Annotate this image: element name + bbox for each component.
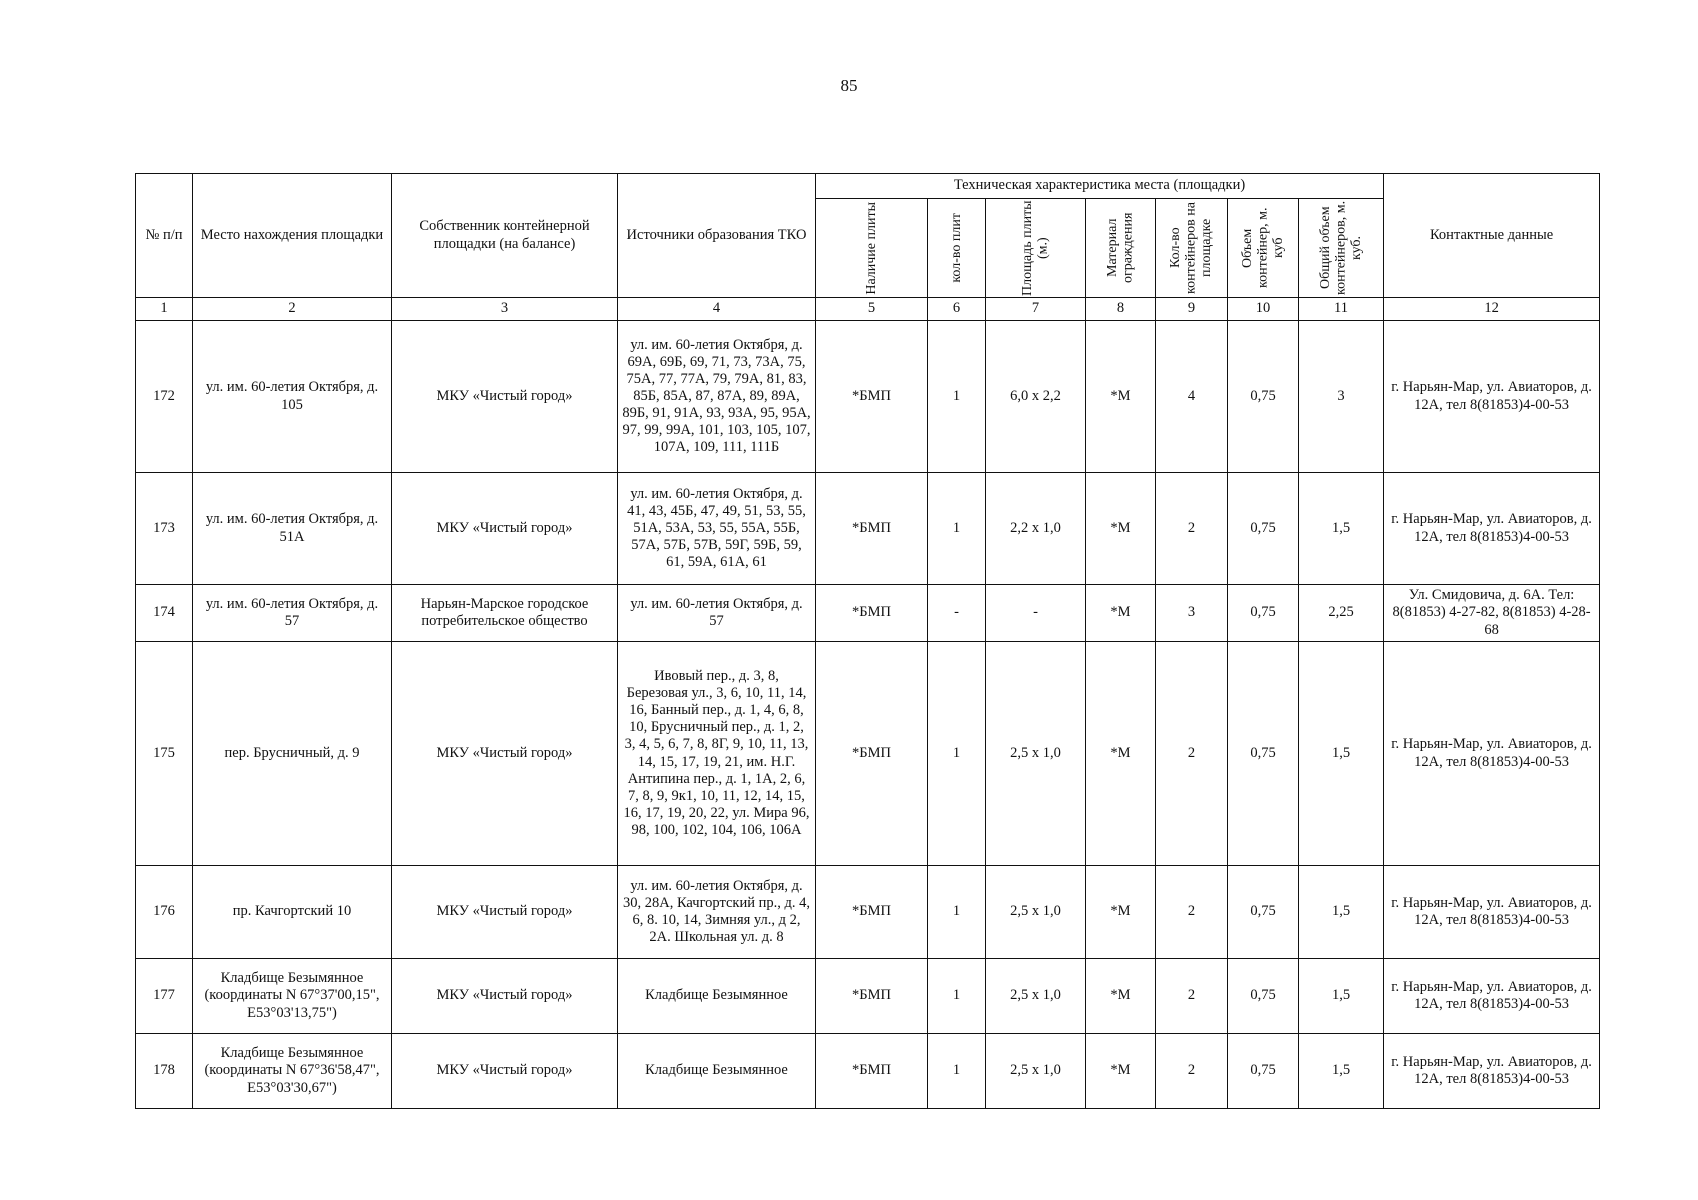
cell-plate-area: 2,2 х 1,0 — [986, 473, 1086, 585]
cell-plate-area: 2,5 х 1,0 — [986, 959, 1086, 1034]
column-number: 6 — [928, 298, 986, 321]
cell-volume: 0,75 — [1228, 642, 1299, 866]
cell-num: 178 — [136, 1034, 193, 1109]
cell-contacts: г. Нарьян-Мар, ул. Авиаторов, д. 12А, тел 8(81853)4-00-53 — [1384, 866, 1600, 959]
cell-volume: 0,75 — [1228, 959, 1299, 1034]
cell-plate: *БМП — [816, 321, 928, 473]
header-total-volume — [1299, 199, 1384, 298]
cell-plate-count: 1 — [928, 642, 986, 866]
table-row — [136, 585, 1600, 642]
column-number: 8 — [1086, 298, 1156, 321]
cell-location: ул. им. 60-летия Октября, д. 57 — [193, 585, 392, 642]
cell-sources: ул. им. 60-летия Октября, д. 57 — [618, 585, 816, 642]
cell-fence: *М — [1086, 321, 1156, 473]
cell-location: пер. Брусничный, д. 9 — [193, 642, 392, 866]
cell-contacts: г. Нарьян-Мар, ул. Авиаторов, д. 12А, тел 8(81853)4-00-53 — [1384, 321, 1600, 473]
header-contacts: Контактные данные — [1384, 174, 1600, 298]
cell-plate-count: 1 — [928, 321, 986, 473]
cell-owner: МКУ «Чистый город» — [392, 959, 618, 1034]
page-number: 85 — [840, 76, 858, 95]
cell-plate-count: 1 — [928, 473, 986, 585]
cell-num: 172 — [136, 321, 193, 473]
cell-plate: *БМП — [816, 1034, 928, 1109]
cell-owner: МКУ «Чистый город» — [392, 321, 618, 473]
cell-plate-count: 1 — [928, 959, 986, 1034]
header-container-volume — [1228, 199, 1299, 298]
cell-num: 177 — [136, 959, 193, 1034]
cell-containers: 2 — [1156, 959, 1228, 1034]
header-plate-presence — [816, 199, 928, 298]
header-plate-presence-label: Наличие плиты — [863, 201, 879, 295]
container-sites-table — [135, 173, 1600, 1109]
cell-num: 176 — [136, 866, 193, 959]
header-tech-group: Техническая характеристика места (площадки) — [816, 174, 1384, 199]
column-number: 7 — [986, 298, 1086, 321]
header-plate-area-label: Площадь плиты (м.) — [1020, 200, 1051, 296]
header-plate-count — [928, 199, 986, 298]
table-row — [136, 959, 1600, 1034]
cell-sources: Кладбище Безымянное — [618, 959, 816, 1034]
cell-fence: *М — [1086, 866, 1156, 959]
cell-sources: Ивовый пер., д. 3, 8, Березовая ул., 3, 6, 10, 11, 14, 16, Банный пер., д. 1, 4, 6, 8, 10, Брусничный пер., д. 1, 2, 3, 4, 5, 6, 7, 8, 8Г, 9, 10, 11, 13, 14, 15, 17, 19, 21, им. Н.Г. Антипина пер., д. 1, 1А, 2, 6, 7, 8, 9, 9к1, 10, 11, 12, 14, 15, 16, 17, 19, 20, 22, ул. Мира 96, 98, 100, 102, 104, 106, 106А — [618, 642, 816, 866]
header-row-top — [136, 174, 1600, 199]
table-row — [136, 1034, 1600, 1109]
header-plate-area — [986, 199, 1086, 298]
cell-containers: 2 — [1156, 642, 1228, 866]
cell-contacts: г. Нарьян-Мар, ул. Авиаторов, д. 12А, тел 8(81853)4-00-53 — [1384, 642, 1600, 866]
header-total-volume-label: Общий объем контейнеров, м. куб. — [1317, 200, 1364, 296]
column-number: 12 — [1384, 298, 1600, 321]
cell-fence: *М — [1086, 642, 1156, 866]
table-row — [136, 642, 1600, 866]
cell-total: 2,25 — [1299, 585, 1384, 642]
column-number: 1 — [136, 298, 193, 321]
cell-owner: МКУ «Чистый город» — [392, 1034, 618, 1109]
cell-plate: *БМП — [816, 473, 928, 585]
cell-owner: МКУ «Чистый город» — [392, 473, 618, 585]
cell-plate: *БМП — [816, 642, 928, 866]
cell-contacts: Ул. Смидовича, д. 6А. Тел: 8(81853) 4-27-82, 8(81853) 4-28-68 — [1384, 585, 1600, 642]
cell-location: ул. им. 60-летия Октября, д. 51А — [193, 473, 392, 585]
cell-volume: 0,75 — [1228, 1034, 1299, 1109]
column-number: 9 — [1156, 298, 1228, 321]
header-fence-material-label: Материал ограждения — [1105, 212, 1136, 284]
cell-num: 174 — [136, 585, 193, 642]
cell-total: 1,5 — [1299, 473, 1384, 585]
cell-volume: 0,75 — [1228, 321, 1299, 473]
cell-fence: *М — [1086, 959, 1156, 1034]
cell-sources: ул. им. 60-летия Октября, д. 41, 43, 45Б, 47, 49, 51, 53, 55, 51А, 53А, 53, 55, 55А, 55Б, 57А, 57Б, 57В, 59Г, 59Б, 59, 61, 59А, 61А, 61 — [618, 473, 816, 585]
table-row — [136, 866, 1600, 959]
cell-volume: 0,75 — [1228, 866, 1299, 959]
cell-total: 3 — [1299, 321, 1384, 473]
header-sources: Источники образования ТКО — [618, 174, 816, 298]
cell-contacts: г. Нарьян-Мар, ул. Авиаторов, д. 12А, тел 8(81853)4-00-53 — [1384, 1034, 1600, 1109]
cell-total: 1,5 — [1299, 1034, 1384, 1109]
column-number: 4 — [618, 298, 816, 321]
column-number: 10 — [1228, 298, 1299, 321]
cell-plate-count: 1 — [928, 866, 986, 959]
header-owner: Собственник контейнерной площадки (на балансе) — [392, 174, 618, 298]
cell-plate: *БМП — [816, 866, 928, 959]
cell-plate-count: - — [928, 585, 986, 642]
header-container-count-label: Кол-во контейнеров на площадке — [1168, 202, 1215, 294]
cell-plate-area: 2,5 х 1,0 — [986, 1034, 1086, 1109]
header-num: № п/п — [136, 174, 193, 298]
cell-sources: ул. им. 60-летия Октября, д. 69А, 69Б, 69, 71, 73, 73А, 75, 75А, 77, 77А, 79, 79А, 81, 83, 85Б, 85А, 87, 87А, 89, 89А, 89Б, 91, 91А, 93, 93А, 95, 95А, 97, 99, 99А, 101, 103, 105, 107, 107А, 109, 111, 111Б — [618, 321, 816, 473]
header-fence-material — [1086, 199, 1156, 298]
header-plate-count-label: кол-во плит — [948, 213, 964, 283]
column-number: 11 — [1299, 298, 1384, 321]
cell-owner: МКУ «Чистый город» — [392, 642, 618, 866]
cell-containers: 2 — [1156, 1034, 1228, 1109]
table-row — [136, 321, 1600, 473]
cell-volume: 0,75 — [1228, 473, 1299, 585]
column-number-row — [136, 298, 1600, 321]
cell-sources: Кладбище Безымянное — [618, 1034, 816, 1109]
cell-plate-area: - — [986, 585, 1086, 642]
cell-containers: 2 — [1156, 473, 1228, 585]
cell-contacts: г. Нарьян-Мар, ул. Авиаторов, д. 12А, тел 8(81853)4-00-53 — [1384, 959, 1600, 1034]
cell-total: 1,5 — [1299, 642, 1384, 866]
cell-containers: 2 — [1156, 866, 1228, 959]
cell-owner: МКУ «Чистый город» — [392, 866, 618, 959]
cell-fence: *М — [1086, 1034, 1156, 1109]
cell-volume: 0,75 — [1228, 585, 1299, 642]
header-location: Место нахождения площадки — [193, 174, 392, 298]
cell-plate-area: 2,5 х 1,0 — [986, 866, 1086, 959]
cell-containers: 4 — [1156, 321, 1228, 473]
cell-location: Кладбище Безымянное (координаты N 67°37'00,15", E53°03'13,75") — [193, 959, 392, 1034]
cell-fence: *М — [1086, 473, 1156, 585]
cell-num: 173 — [136, 473, 193, 585]
column-number: 3 — [392, 298, 618, 321]
cell-fence: *М — [1086, 585, 1156, 642]
cell-total: 1,5 — [1299, 866, 1384, 959]
cell-containers: 3 — [1156, 585, 1228, 642]
cell-plate-count: 1 — [928, 1034, 986, 1109]
cell-plate-area: 6,0 х 2,2 — [986, 321, 1086, 473]
column-number: 2 — [193, 298, 392, 321]
table-row — [136, 473, 1600, 585]
cell-location: пр. Качгортский 10 — [193, 866, 392, 959]
cell-num: 175 — [136, 642, 193, 866]
column-number: 5 — [816, 298, 928, 321]
cell-owner: Нарьян-Марское городское потребительское общество — [392, 585, 618, 642]
cell-contacts: г. Нарьян-Мар, ул. Авиаторов, д. 12А, тел 8(81853)4-00-53 — [1384, 473, 1600, 585]
cell-location: Кладбище Безымянное (координаты N 67°36'58,47", E53°03'30,67") — [193, 1034, 392, 1109]
cell-location: ул. им. 60-летия Октября, д. 105 — [193, 321, 392, 473]
header-container-count — [1156, 199, 1228, 298]
cell-total: 1,5 — [1299, 959, 1384, 1034]
header-container-volume-label: Объем контейнер, м. куб — [1239, 207, 1286, 289]
cell-plate: *БМП — [816, 585, 928, 642]
cell-plate-area: 2,5 х 1,0 — [986, 642, 1086, 866]
cell-plate: *БМП — [816, 959, 928, 1034]
cell-sources: ул. им. 60-летия Октября, д. 30, 28А, Качгортский пр., д. 4, 6, 8. 10, 14, Зимняя ул., д 2, 2А. Школьная ул. д. 8 — [618, 866, 816, 959]
